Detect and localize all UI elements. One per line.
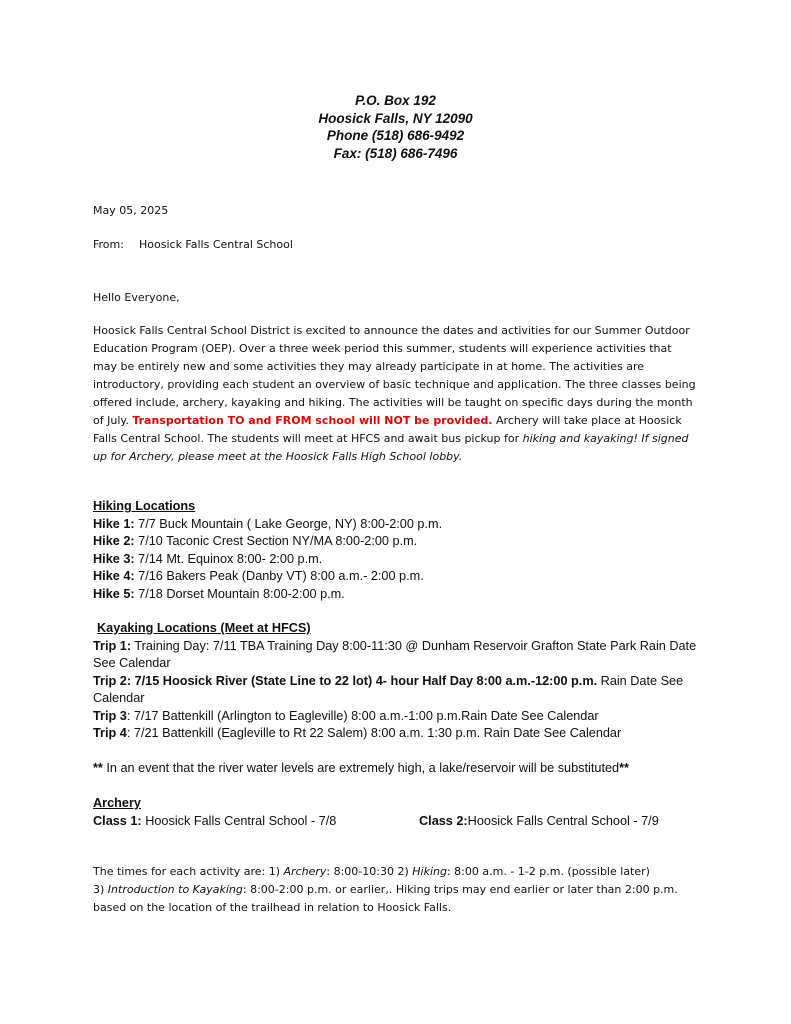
hike-text: 7/10 Taconic Crest Section NY/MA 8:00-2:00 p.m. (134, 534, 418, 548)
hike-label: Hike 3: (93, 551, 135, 566)
from-line (93, 236, 703, 254)
hike-label: Hike 1: (93, 516, 135, 531)
from-value: Hoosick Falls Central School (139, 238, 293, 251)
class-2-label: Class 2: (419, 813, 468, 828)
intro-text-2: Archery will take place at Hoosick Falls Central School. The students will meet at HFCS and await bus pickup for (93, 414, 682, 445)
note-text: In an event that the river water levels are extremely high, a lake/reservoir will be substituted (102, 761, 620, 775)
hike-item (93, 568, 703, 586)
activity-times (93, 863, 703, 917)
intro-paragraph (93, 322, 698, 466)
intro-text-1: Hoosick Falls Central School District is excited to announce the dates and activities for our Summer Outdoor Education Program (OEP). Over a three week period this summer, students will experience activities that may be entirely new and some activities they may already participate in at home. The activities are introductory, providing each student an overview of basic technique and application. The three classes being offered include, archery, kayaking and hiking. The activities will be taught on specific days during the month of July. (93, 324, 696, 427)
transport-warning: Transportation TO and FROM school will NOT be provided. (132, 414, 493, 427)
phone: Phone (518) 686-9492 (326, 128, 465, 143)
hike-item (93, 586, 703, 604)
times-text: The times for each activity are: 1) (93, 865, 284, 878)
times-text: : 8:00-10:30 2) (326, 865, 413, 878)
times-hiking: Hiking (412, 865, 447, 878)
trip-1 (93, 638, 703, 673)
archery-title: Archery (93, 796, 141, 810)
kayaking-title: Kayaking Locations (Meet at HFCS) (97, 621, 311, 635)
from-label: From: (93, 238, 124, 251)
trip-3-label: Trip 3 (93, 708, 127, 723)
times-text: : 8:00-2:00 p.m. or earlier,. Hiking trips may end earlier or later than 2:00 p.m. based on the location of the trailhead in relation to Hoosick Falls. (93, 883, 678, 914)
class-2-text: Hoosick Falls Central School - 7/9 (467, 813, 659, 828)
hike-label: Hike 5: (93, 586, 135, 601)
hike-text: 7/7 Buck Mountain ( Lake George, NY) 8:00-2:00 p.m. (134, 516, 443, 531)
trip-2-text: Rain Date See Calendar (93, 673, 684, 705)
hiking-title: Hiking Locations (93, 499, 196, 513)
trip-2 (93, 673, 703, 708)
times-text: : 8:00 a.m. - 1-2 p.m. (possible later) (446, 865, 650, 878)
trip-2-bold: Trip 2: 7/15 Hoosick River (State Line to 22 lot) 4- hour Half Day 8:00 a.m.-12:00 p.m. (93, 673, 598, 688)
hike-label: Hike 2: (93, 534, 135, 548)
hike-label: Hike 4: (93, 569, 135, 583)
trip-4 (93, 725, 703, 743)
note-stars-end: ** (619, 761, 629, 775)
kayaking-section (93, 620, 703, 743)
trip-3 (93, 708, 703, 726)
hike-item (93, 533, 703, 551)
note-stars-start: ** (93, 761, 103, 775)
hike-text: 7/18 Dorset Mountain 8:00-2:00 p.m. (134, 586, 345, 601)
city-address: Hoosick Falls, NY 12090 (318, 110, 473, 126)
hike-item (93, 516, 703, 534)
intro-italic: hiking and kayaking! If signed up for Archery, please meet at the Hoosick Falls High School lobby. (93, 432, 689, 463)
trip-4-label: Trip 4 (93, 726, 127, 740)
trip-1-label: Trip 1: (93, 638, 132, 653)
times-line-1 (93, 863, 703, 881)
times-archery: Archery (283, 865, 327, 878)
archery-class-2 (419, 813, 659, 831)
class-1-label: Class 1: (93, 813, 142, 828)
po-box: P.O. Box 192 (355, 93, 436, 108)
greeting: Hello Everyone, (93, 291, 180, 304)
river-note (93, 760, 703, 778)
class-1-text: Hoosick Falls Central School - 7/8 (141, 813, 337, 828)
letter-date: May 05, 2025 (93, 204, 169, 217)
hike-text: 7/16 Bakers Peak (Danby VT) 8:00 a.m.- 2:00 p.m. (134, 569, 424, 583)
times-kayaking: Introduction to Kayaking (107, 883, 243, 896)
fax: Fax: (518) 686-7496 (333, 145, 458, 161)
archery-section (93, 795, 703, 830)
hike-text: 7/14 Mt. Equinox 8:00- 2:00 p.m. (134, 551, 323, 566)
hike-item (93, 551, 703, 569)
trip-4-text: : 7/21 Battenkill (Eagleville to Rt 22 Salem) 8:00 a.m. 1:30 p.m. Rain Date See Calendar (126, 726, 622, 740)
times-text: 3) (93, 883, 108, 896)
trip-1-text: Training Day: 7/11 TBA Training Day 8:00-11:30 @ Dunham Reservoir Grafton State Park Rain Date See Calendar (93, 638, 697, 670)
hiking-section (93, 498, 703, 603)
trip-3-text: : 7/17 Battenkill (Arlington to Eagleville) 8:00 a.m.-1:00 p.m.Rain Date See Calendar (126, 708, 599, 723)
times-line-2 (93, 881, 703, 917)
letterhead (0, 92, 791, 162)
